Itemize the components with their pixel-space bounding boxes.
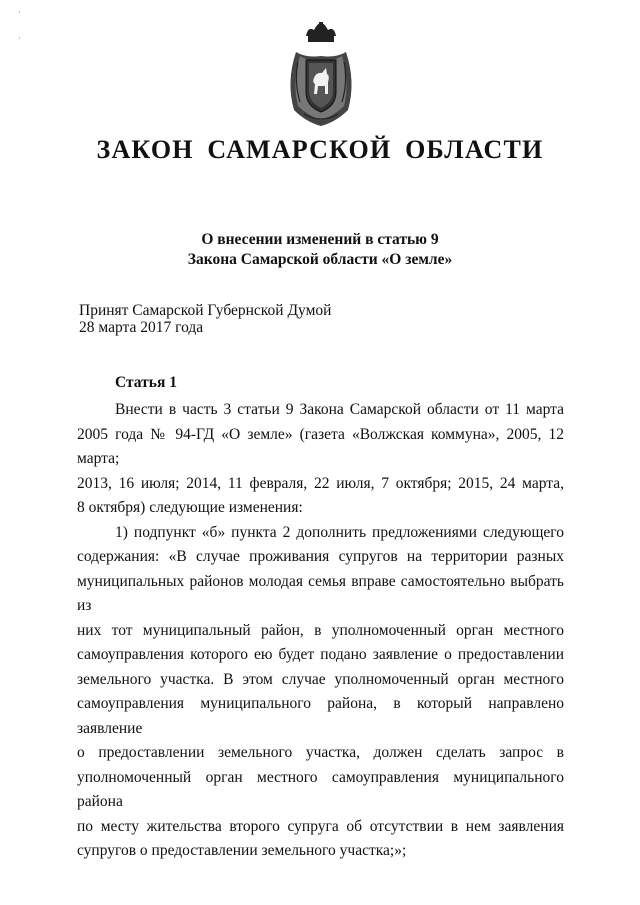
text-line: 8 октября) следующие изменения: <box>77 499 303 516</box>
adoption-body: Принят Самарской Губернской Думой <box>79 302 332 319</box>
text-line: по месту жительства второго супруга об отсутствии в нем заявления <box>77 817 564 835</box>
text-line: о предоставлении земельного участка, должен сделать запрос в <box>77 744 564 761</box>
text-line: 1) подпункт «б» пункта 2 дополнить предложениями следующего <box>115 523 564 541</box>
text-line: самоуправления которого ею будет подано заявление о предоставлении <box>77 646 564 663</box>
law-subtitle <box>0 230 640 270</box>
text-line: земельного участка. В этом случае уполномоченный орган местного <box>77 670 564 688</box>
adoption-date: 28 марта 2017 года <box>79 319 204 336</box>
law-title: ЗАКОН САМАРСКОЙ ОБЛАСТИ <box>96 135 544 164</box>
intro-paragraph <box>77 398 564 521</box>
text-line: них тот муниципальный район, в уполномоченный орган местного <box>77 621 564 639</box>
adoption-note <box>79 302 331 336</box>
text-line: содержания: «В случае проживания супругов на территории разных <box>77 548 564 565</box>
text-line: Внести в часть 3 статьи 9 Закона Самарской области от 11 марта <box>115 401 564 418</box>
text-line: уполномоченный орган местного самоуправления муниципального района <box>77 768 564 810</box>
scan-dot-mark: · <box>18 8 21 17</box>
article-heading: Статья 1 <box>115 374 177 391</box>
text-line: муниципальных районов молодая семья вправе самостоятельно выбрать из <box>77 572 564 614</box>
text-line: самоуправления муниципального района, в который направлено заявление <box>77 695 564 737</box>
item-1-paragraph <box>77 521 564 864</box>
text-line: супругов о предоставлении земельного участка;»; <box>77 842 407 859</box>
text-line: 2013, 16 июля; 2014, 11 февраля, 22 июля, 7 октября; 2015, 24 марта, <box>77 474 564 492</box>
subtitle-line: Закона Самарской области «О земле» <box>187 251 453 268</box>
scan-dot-mark: · <box>18 34 21 43</box>
article-body <box>77 398 564 864</box>
text-line: 2005 года № 94-ГД «О земле» (газета «Волжская коммуна», 2005, 12 марта; <box>77 425 564 467</box>
samara-coat-of-arms-icon <box>286 22 356 128</box>
subtitle-line: О внесении изменений в статью 9 <box>201 231 439 248</box>
